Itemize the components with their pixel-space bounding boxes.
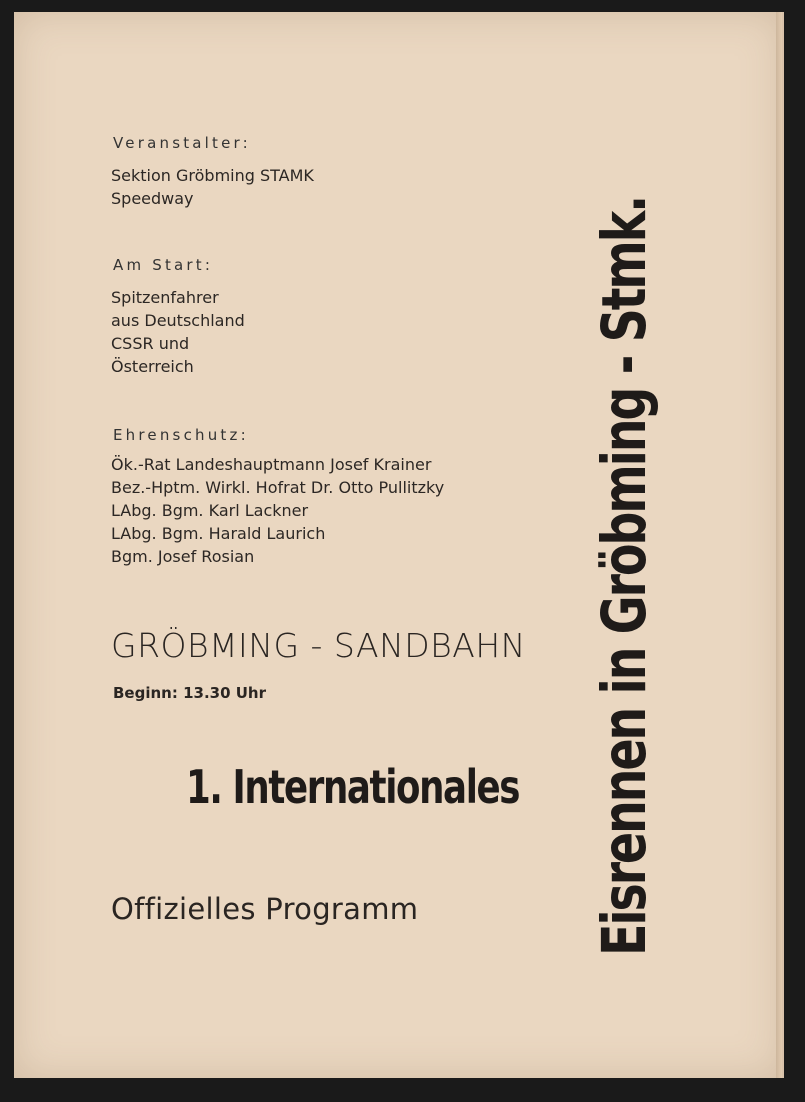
am-start-line-2: aus Deutschland: [111, 311, 245, 330]
veranstalter-line-2: Speedway: [111, 189, 194, 208]
ehrenschutz-line-2: Bez.-Hptm. Wirkl. Hofrat Dr. Otto Pullitzky: [111, 478, 445, 497]
program-cover: [14, 12, 784, 1078]
venue-heading: GRÖBMING - SANDBAHN: [111, 626, 526, 665]
vertical-event-title-text: Eisrennen in Gröbming - Stmk.: [589, 196, 660, 956]
page-edge: [776, 12, 782, 1078]
am-start-line-3: CSSR und: [111, 334, 190, 353]
start-time: Beginn: 13.30 Uhr: [113, 684, 266, 702]
ehrenschutz-line-5: Bgm. Josef Rosian: [111, 547, 255, 566]
veranstalter-label: Veranstalter:: [113, 134, 251, 152]
program-title: Offizielles Programm: [111, 892, 419, 926]
veranstalter-line-1: Sektion Gröbming STAMK: [111, 166, 314, 185]
headline: 1. Internationales: [186, 760, 520, 814]
am-start-line-1: Spitzenfahrer: [111, 288, 219, 307]
am-start-line-4: Österreich: [111, 357, 194, 376]
ehrenschutz-line-1: Ök.-Rat Landeshauptmann Josef Krainer: [111, 455, 432, 474]
ehrenschutz-line-3: LAbg. Bgm. Karl Lackner: [111, 501, 309, 520]
am-start-label: Am Start:: [113, 256, 214, 274]
ehrenschutz-line-4: LAbg. Bgm. Harald Laurich: [111, 524, 326, 543]
vertical-event-title: [589, 0, 660, 956]
ehrenschutz-label: Ehrenschutz:: [113, 426, 249, 444]
